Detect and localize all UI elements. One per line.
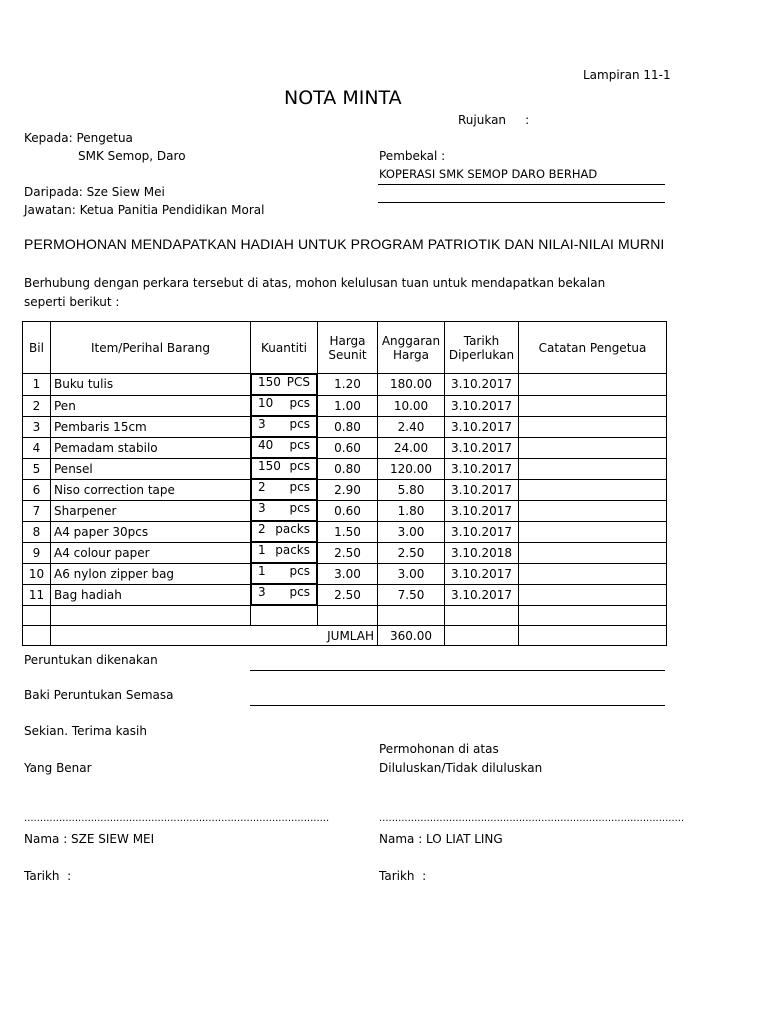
cell-item: Buku tulis — [51, 374, 251, 396]
cell-qty — [251, 584, 317, 605]
cell — [519, 606, 667, 626]
jumlah-value: 360.00 — [378, 626, 445, 646]
col-harga: Harga Seunit — [318, 322, 378, 374]
cell-tarikh: 3.10.2017 — [445, 395, 519, 416]
cell-tarikh: 3.10.2017 — [445, 458, 519, 479]
col-catatan: Catatan Pengetua — [519, 322, 667, 374]
table-row-blank — [23, 606, 667, 626]
cell-qty — [251, 416, 317, 437]
qty-value: 10 — [258, 396, 274, 410]
cell-harga: 0.60 — [318, 437, 378, 458]
cell-harga: 2.90 — [318, 479, 378, 500]
cell-harga: 3.00 — [318, 563, 378, 584]
cell-catatan — [519, 416, 667, 437]
cell-qty — [251, 500, 317, 521]
tarikh-left: Tarikh : — [24, 869, 72, 883]
table-row — [23, 458, 667, 479]
qty-value: 150 — [258, 375, 281, 389]
cell-item: Pen — [51, 395, 251, 416]
qty-unit: packs — [275, 543, 310, 557]
cell-tarikh: 3.10.2018 — [445, 542, 519, 563]
cell-catatan — [519, 374, 667, 396]
cell-bil: 9 — [23, 542, 51, 563]
table-row — [23, 395, 667, 416]
cell-harga: 0.80 — [318, 458, 378, 479]
qty-unit: pcs — [289, 417, 310, 431]
cell-qty — [251, 479, 317, 500]
supplier-blank-line — [378, 202, 665, 203]
cell-bil: 3 — [23, 416, 51, 437]
cell-bil: 6 — [23, 479, 51, 500]
subject-heading: PERMOHONAN MENDAPATKAN HADIAH UNTUK PROGRAM PATRIOTIK DAN NILAI-NILAI MURNI — [24, 236, 665, 252]
cell-catatan — [519, 458, 667, 479]
qty-unit: pcs — [289, 480, 310, 494]
cell-bil: 8 — [23, 521, 51, 542]
qty-value: 1 — [258, 543, 266, 557]
cell-item: Pembaris 15cm — [51, 416, 251, 437]
cell-catatan — [519, 395, 667, 416]
table-row — [23, 416, 667, 437]
qty-unit: pcs — [289, 396, 310, 410]
cell-qty — [251, 521, 317, 542]
cell-item: A6 nylon zipper bag — [51, 563, 251, 584]
cell-catatan — [519, 500, 667, 521]
yang-benar-text: Yang Benar — [24, 761, 92, 775]
cell-qty — [251, 563, 317, 584]
cell-harga: 2.50 — [318, 584, 378, 606]
baki-label: Baki Peruntukan Semasa — [24, 688, 174, 702]
cell-qty — [251, 458, 317, 479]
cell-tarikh: 3.10.2017 — [445, 374, 519, 396]
table-row — [23, 374, 667, 396]
cell-item: A4 colour paper — [51, 542, 251, 563]
cell — [445, 606, 519, 626]
peruntukan-line — [250, 670, 665, 671]
table-row — [23, 500, 667, 521]
baki-line — [250, 705, 665, 706]
cell-item: Bag hadiah — [51, 584, 251, 606]
qty-value: 2 — [258, 522, 266, 536]
cell-bil: 2 — [23, 395, 51, 416]
cell-anggaran: 2.40 — [378, 416, 445, 437]
table-row — [23, 521, 667, 542]
jumlah-label: JUMLAH — [51, 626, 378, 646]
cell — [519, 626, 667, 646]
jawatan-label: Jawatan: Ketua Panitia Pendidikan Moral — [24, 203, 265, 217]
qty-unit: PCS — [286, 375, 310, 389]
cell — [378, 606, 445, 626]
cell — [51, 606, 251, 626]
cell-anggaran: 7.50 — [378, 584, 445, 606]
qty-unit: pcs — [289, 585, 310, 599]
qty-value: 3 — [258, 501, 266, 515]
cell-item: Pemadam stabilo — [51, 437, 251, 458]
col-kuantiti: Kuantiti — [251, 322, 318, 374]
cell-item: Niso correction tape — [51, 479, 251, 500]
cell-item: A4 paper 30pcs — [51, 521, 251, 542]
cell-qty — [251, 395, 317, 416]
permohonan-text: Permohonan di atas — [379, 742, 499, 756]
cell-anggaran: 1.80 — [378, 500, 445, 521]
signature-dots-left: ................................................................................................ — [24, 813, 330, 824]
cell-anggaran: 120.00 — [378, 458, 445, 479]
cell-catatan — [519, 437, 667, 458]
cell-tarikh: 3.10.2017 — [445, 563, 519, 584]
cell-anggaran: 5.80 — [378, 479, 445, 500]
cell-tarikh: 3.10.2017 — [445, 521, 519, 542]
cell — [251, 606, 318, 626]
sekian-text: Sekian. Terima kasih — [24, 724, 147, 738]
supplier-underline — [378, 184, 665, 185]
cell-catatan — [519, 479, 667, 500]
qty-value: 2 — [258, 480, 266, 494]
cell — [318, 606, 378, 626]
cell-anggaran: 180.00 — [378, 374, 445, 396]
cell-catatan — [519, 584, 667, 606]
col-bil: Bil — [23, 322, 51, 374]
cell-bil: 5 — [23, 458, 51, 479]
cell — [23, 606, 51, 626]
qty-unit: pcs — [289, 438, 310, 452]
col-anggaran: Anggaran Harga — [378, 322, 445, 374]
cell-anggaran: 24.00 — [378, 437, 445, 458]
cell-qty — [251, 374, 317, 395]
cell-bil: 1 — [23, 374, 51, 396]
cell-bil: 4 — [23, 437, 51, 458]
cell-harga: 1.50 — [318, 521, 378, 542]
cell-anggaran: 2.50 — [378, 542, 445, 563]
qty-unit: pcs — [289, 459, 310, 473]
table-row — [23, 437, 667, 458]
tarikh-right: Tarikh : — [379, 869, 427, 883]
lampiran-label: Lampiran 11-1 — [583, 68, 671, 82]
cell-anggaran: 3.00 — [378, 563, 445, 584]
table-row — [23, 479, 667, 500]
cell-harga: 1.00 — [318, 395, 378, 416]
intro-text: Berhubung dengan perkara tersebut di atas, mohon kelulusan tuan untuk mendapatkan bekalan seperti berikut : — [24, 276, 606, 309]
cell — [445, 626, 519, 646]
qty-value: 40 — [258, 438, 274, 452]
qty-unit: pcs — [289, 501, 310, 515]
cell-tarikh: 3.10.2017 — [445, 437, 519, 458]
qty-value: 3 — [258, 585, 266, 599]
supplier-name: KOPERASI SMK SEMOP DARO BERHAD — [379, 167, 598, 181]
cell-bil: 7 — [23, 500, 51, 521]
cell-item: Pensel — [51, 458, 251, 479]
col-item: Item/Perihal Barang — [51, 322, 251, 374]
qty-value: 3 — [258, 417, 266, 431]
cell-bil: 10 — [23, 563, 51, 584]
cell-tarikh: 3.10.2017 — [445, 500, 519, 521]
qty-unit: packs — [275, 522, 310, 536]
cell-anggaran: 3.00 — [378, 521, 445, 542]
qty-unit: pcs — [289, 564, 310, 578]
kepada-label: Kepada: Pengetua — [24, 131, 133, 145]
cell-harga: 0.80 — [318, 416, 378, 437]
cell-tarikh: 3.10.2017 — [445, 584, 519, 606]
table-row — [23, 542, 667, 563]
peruntukan-label: Peruntukan dikenakan — [24, 653, 158, 667]
cell-qty — [251, 542, 317, 563]
items-table — [22, 321, 667, 646]
cell-tarikh: 3.10.2017 — [445, 479, 519, 500]
cell-catatan — [519, 563, 667, 584]
school-name: SMK Semop, Daro — [78, 149, 186, 163]
diluluskan-text: Diluluskan/Tidak diluluskan — [379, 761, 543, 775]
cell-bil: 11 — [23, 584, 51, 606]
table-row — [23, 584, 667, 606]
signature-dots-right: ................................................................................................ — [379, 813, 685, 824]
qty-value: 1 — [258, 564, 266, 578]
nama-right: Nama : LO LIAT LING — [379, 832, 503, 846]
page-title: NOTA MINTA — [284, 87, 402, 109]
cell-catatan — [519, 542, 667, 563]
table-row-total — [23, 626, 667, 646]
table-row — [23, 563, 667, 584]
cell-harga: 1.20 — [318, 374, 378, 396]
cell-harga: 2.50 — [318, 542, 378, 563]
daripada-label: Daripada: Sze Siew Mei — [24, 185, 165, 199]
cell-tarikh: 3.10.2017 — [445, 416, 519, 437]
cell-catatan — [519, 521, 667, 542]
table-header-row — [23, 322, 667, 374]
rujukan-label: Rujukan : — [458, 113, 530, 127]
cell-item: Sharpener — [51, 500, 251, 521]
cell-qty — [251, 437, 317, 458]
qty-value: 150 — [258, 459, 281, 473]
cell — [23, 626, 51, 646]
nama-left: Nama : SZE SIEW MEI — [24, 832, 155, 846]
pembekal-label: Pembekal : — [379, 149, 446, 163]
cell-harga: 0.60 — [318, 500, 378, 521]
cell-anggaran: 10.00 — [378, 395, 445, 416]
col-tarikh: Tarikh Diperlukan — [445, 322, 519, 374]
